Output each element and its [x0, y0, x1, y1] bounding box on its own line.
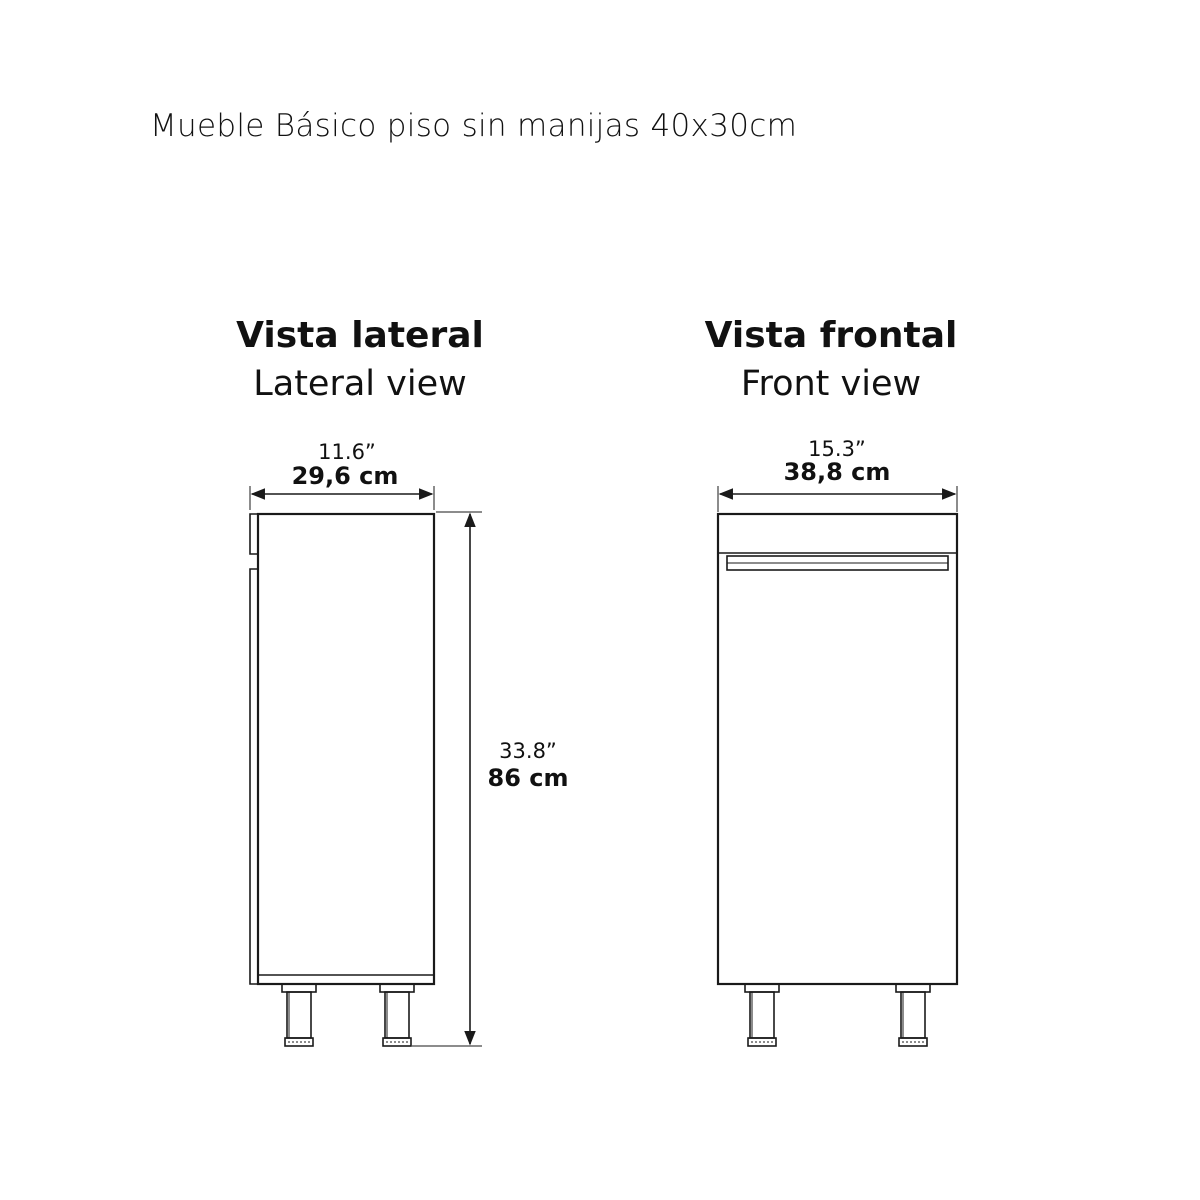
lateral-width-inches: 11.6” — [318, 440, 376, 464]
front-width-cm: 38,8 cm — [783, 458, 891, 486]
lateral-height-cm: 86 cm — [487, 764, 569, 792]
lateral-leg-front — [282, 984, 316, 1046]
lateral-heading: Vista lateral — [236, 315, 484, 356]
front-leg-right — [896, 984, 930, 1046]
lateral-subheading: Lateral view — [253, 364, 467, 404]
diagram-title: Mueble Básico piso sin manijas 40x30cm — [150, 108, 798, 144]
lateral-cabinet-body — [250, 514, 434, 984]
front-width-inches: 15.3” — [808, 437, 866, 461]
front-leg-left — [745, 984, 779, 1046]
lateral-height-dimension — [412, 512, 482, 1046]
front-width-dimension — [718, 486, 957, 512]
lateral-view — [236, 315, 568, 1046]
lateral-leg-back — [380, 984, 414, 1046]
front-view — [705, 315, 958, 1046]
front-heading: Vista frontal — [704, 315, 958, 356]
lateral-height-inches: 33.8” — [499, 739, 557, 763]
front-subheading: Front view — [740, 364, 922, 404]
lateral-width-cm: 29,6 cm — [291, 462, 399, 490]
front-cabinet-body — [718, 514, 957, 984]
